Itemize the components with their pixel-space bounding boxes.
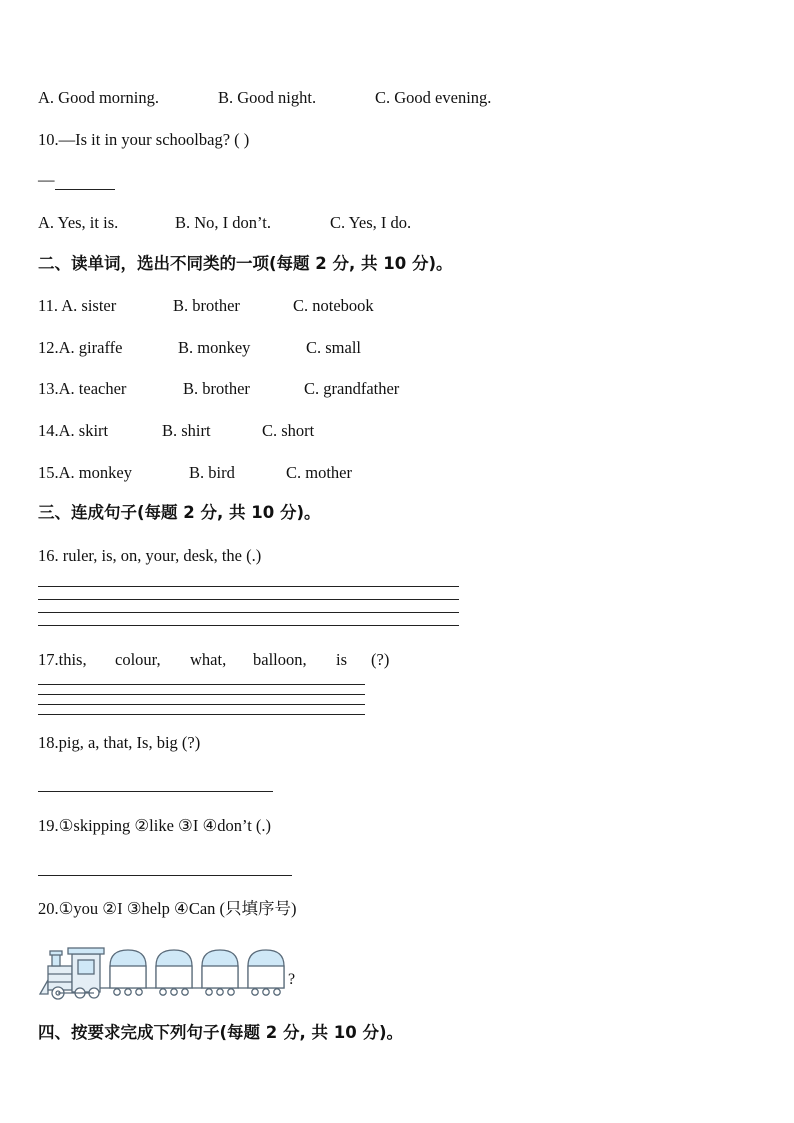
q16-writing-line-2[interactable] [38, 599, 459, 600]
q16-writing-line-4[interactable] [38, 625, 459, 626]
train-carriage-4 [248, 950, 284, 995]
q16-writing-line-1[interactable] [38, 586, 459, 587]
q17-writing-line-2[interactable] [38, 694, 365, 695]
q16-prompt: 16. ruler, is, on, your, desk, the (.) [38, 546, 262, 565]
q14-row [38, 421, 315, 441]
q9-option-b: B. Good night. [218, 88, 317, 107]
train-carriage-2 [156, 950, 192, 995]
q15-row [38, 463, 352, 483]
q19-answer-line[interactable] [38, 875, 292, 876]
section3-heading: 三、连成句子(每题 2 分, 共 10 分)。 [38, 503, 321, 522]
q14-number: 14. [38, 421, 59, 440]
q17-number: 17. [38, 650, 59, 669]
q10-stem: 10.—Is it in your schoolbag? ( ) [38, 130, 250, 149]
q17-word-3: what, [190, 650, 227, 669]
q13-number: 13. [38, 379, 59, 398]
q19-prompt: 19.①skipping ②like ③I ④don’t (.) [38, 816, 272, 835]
q17-prompt [38, 650, 390, 670]
q12-option-b: B. monkey [178, 338, 251, 357]
q15-option-b: B. bird [189, 463, 235, 482]
q10-options [38, 213, 412, 233]
q17-writing-line-4[interactable] [38, 714, 365, 715]
q11-option-a: A. sister [61, 296, 117, 315]
section4-heading: 四、按要求完成下列句子(每题 2 分, 共 10 分)。 [38, 1023, 404, 1042]
q20-prompt: 20.①you ②I ③help ④Can (只填序号) [38, 899, 297, 918]
q10-answer-dash: — [38, 170, 55, 189]
train-carriage-1 [110, 950, 146, 995]
q18-prompt: 18.pig, a, that, Is, big (?) [38, 733, 201, 752]
q12-option-a: A. giraffe [58, 338, 123, 357]
q15-option-c: C. mother [286, 463, 352, 482]
q9-option-a: A. Good morning. [38, 88, 159, 107]
q14-option-c: C. short [262, 421, 315, 440]
q11-row [38, 296, 374, 316]
q15-option-a: A. monkey [58, 463, 132, 482]
q9-option-c: C. Good evening. [375, 88, 492, 107]
q11-option-b: B. brother [173, 296, 240, 315]
q14-option-b: B. shirt [162, 421, 211, 440]
train-engine [40, 948, 104, 999]
q14-option-a: A. skirt [58, 421, 109, 440]
q11-number: 11. [38, 296, 62, 315]
q10-answer-blank[interactable] [55, 173, 115, 190]
q17-word-2: colour, [115, 650, 161, 669]
q12-option-c: C. small [306, 338, 362, 357]
q12-row [38, 338, 362, 358]
q9-options [38, 88, 492, 108]
q13-row [38, 379, 400, 399]
train-question-mark: ? [288, 971, 296, 988]
q11-option-c: C. notebook [293, 296, 374, 315]
q17-writing-line-3[interactable] [38, 704, 365, 705]
q17-word-4: balloon, [253, 650, 307, 669]
q17-word-6: (?) [371, 650, 390, 669]
q17-writing-line-1[interactable] [38, 684, 365, 685]
q10-option-b: B. No, I don’t. [175, 213, 271, 232]
q13-option-a: A. teacher [58, 379, 127, 398]
q17-word-5: is [336, 650, 348, 669]
q13-option-c: C. grandfather [304, 379, 400, 398]
q12-number: 12. [38, 338, 59, 357]
q16-writing-line-3[interactable] [38, 612, 459, 613]
q15-number: 15. [38, 463, 59, 482]
q10-option-a: A. Yes, it is. [38, 213, 119, 232]
train-carriage-3 [202, 950, 238, 995]
q10-option-c: C. Yes, I do. [330, 213, 412, 232]
q17-word-1: this, [58, 650, 87, 669]
section2-heading: 二、读单词，选出不同类的一项(每题 2 分, 共 10 分)。 [38, 254, 453, 273]
q18-answer-line[interactable] [38, 791, 273, 792]
q13-option-b: B. brother [183, 379, 250, 398]
train-icon [38, 944, 308, 1000]
q10-answer-line [38, 170, 115, 190]
